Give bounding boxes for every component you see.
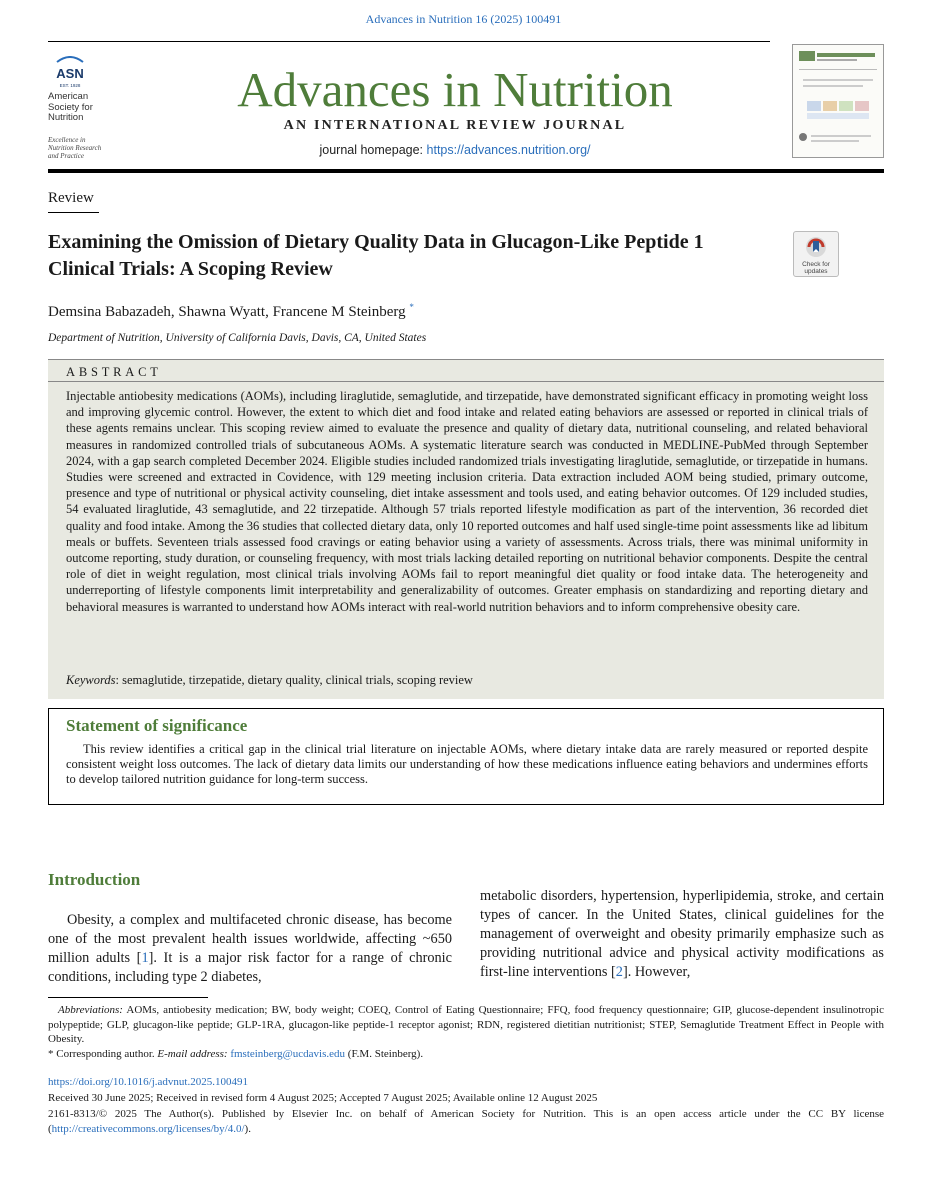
asn-logo [48,52,128,162]
journal-homepage [210,143,700,157]
asn-mark-text: ASN [56,66,84,81]
abstract-text: Injectable antiobesity medications (AOMs), including liraglutide, semaglutide, and tirzepatide, have demonstrated significant efficacy in promoting weight loss and improving glycemic control. However, the extent to which diet and food intake and related eating behaviors are assessed or reported in clinical trials of these agents remains unclear. This scoping review aimed to evaluate the presence and quality of dietary data, nutritional counseling, and related behavioral measures in randomized controlled trials of subcutaneous AOMs. A systematic literature search was conducted in MEDLINE-PubMed through September 2024, with a gap search completed December 2024. Eligible studies included randomized trials investigating liraglutide, semaglutide, or tirzepatide in humans. Studies were screened and extracted in Covidence, with 129 meeting inclusion criteria. Data extraction included AOM being studied, primary outcome, presence and type of nutritional or physical activity counseling, diet intake assessment and tools used, and eating behavior outcomes. Of 129 included studies, 54 evaluated liraglutide, 43 semaglutide, and 22 tirzepatide. Although 57 trials reported lifestyle modification as part of the intervention, 36 recorded diet quality and food intake. Among the 36 studies that collected dietary data, only 10 reported outcomes and half used single-time point assessments like ad libitum meals or buffets. Seventeen trials assessed food cravings or eating behavior using a variety of assessments. Across trials, there was minimal uniformity in outcome reporting, study duration, or counseling frequency, with most trials lacking detailed reporting on nutritional behavior components. Despite the central role of diet in weight regulation, most clinical trials involving AOMs fail to report meaningful diet quality or food intake data. The heterogeneity and underreporting of lifestyle components limit interpretability and generalizability of outcomes. Greater emphasis on standardizing and reporting dietary and behavioral measures is warranted to understand how AOMs interact with real-world nutrition behaviors and to inform comprehensive obesity care. [66,389,868,614]
affiliation: Department of Nutrition, University of California Davis, Davis, CA, United States [48,332,427,344]
corresponding-mark: * [48,1048,54,1060]
body-text: ]. However, [622,964,691,980]
doi-link[interactable]: https://doi.org/10.1016/j.advnut.2025.100491 [48,1076,248,1088]
license-statement [48,1107,884,1136]
abbreviations-text: AOMs, antiobesity medication; BW, body weight; COEQ, Control of Eating Questionnaire; FFQ, food frequency questionnaire; GIP, glucose-dependent insulinotropic polypeptide; GLP, glucagon-like peptide; GLP-1RA, glucagon-like peptide-1 receptor agonist; RDN, registered dietitian nutritionist; STEP, Semaglutide Treatment Effect in People with Obesity. [48,1004,884,1045]
cover-image [793,45,883,157]
article-title: Examining the Omission of Dietary Quality Data in Glucagon-Like Peptide 1 Clinical Trials: A Scoping Review [48,231,704,280]
running-header[interactable]: Advances in Nutrition 16 (2025) 100491 [365,12,562,26]
corresponding-author-footnote [48,1048,884,1060]
article-dates: Received 30 June 2025; Received in revised form 4 August 2025; Accepted 7 August 2025; Available online 12 August 2025 [48,1092,598,1104]
body-column-left [48,911,452,987]
abstract-heading: ABSTRACT [66,365,162,379]
significance-heading: Statement of significance [66,716,248,735]
asn-est-text: EST. 1928 [59,83,81,88]
check-updates-label: Check for updates [802,261,830,275]
author-email-link[interactable]: fmsteinberg@ucdavis.edu [230,1048,346,1060]
abbreviations-footnote [48,1003,884,1047]
asn-tagline-line: Excellence in [48,136,86,144]
keywords-label: Keywords [66,673,116,687]
asn-name [48,92,128,124]
article-type: Review [48,190,94,206]
homepage-link[interactable]: https://advances.nutrition.org/ [426,143,591,157]
license-end: ). [244,1122,251,1135]
reference-link-1[interactable]: 1 [141,950,149,966]
email-label: E-mail address: [157,1048,228,1060]
journal-cover-thumbnail[interactable] [792,44,884,158]
abstract-divider [48,381,884,382]
significance-text: This review identifies a critical gap in the clinical trial literature on injectable AOMs, where dietary intake data are rarely measured or reported despite consistent weight loss outcomes. The lack of dietary data limits our understanding of how these medications influence eating behaviors and undermines efforts to develop tailored nutrition guidance for long-term success. [66,742,868,787]
asn-name-line: Society for [48,101,93,113]
authors-text: Demsina Babazadeh, Shawna Wyatt, Francene M Steinberg [48,304,406,320]
author-list [48,302,414,321]
check-for-updates-button[interactable] [793,231,839,277]
corresponding-suffix: (F.M. Steinberg). [345,1048,424,1060]
header-rule [48,41,770,42]
license-link[interactable]: http://creativecommons.org/licenses/by/4.0/ [51,1122,245,1135]
abbreviations-label: Abbreviations: [58,1004,123,1016]
corresponding-author-mark[interactable]: * [409,302,414,312]
asn-name-line: American [48,91,89,102]
masthead-rule [48,169,884,173]
body-text: metabolic disorders, hypertension, hyperlipidemia, stroke, and certain types of cancer. In the United States, clinical guidelines for the management of overweight and obesity primarily emphasize such as providing nutritional advice and physical activity modifications as first-line interventions [ [480,888,884,980]
asn-logo-mark-icon [54,56,86,90]
article-type-underline [48,212,99,213]
homepage-label: journal homepage: [319,143,427,157]
asn-tagline-line: Nutrition Research [48,144,102,152]
keywords [66,673,868,688]
asn-name-line: Nutrition [48,112,84,123]
introduction-heading: Introduction [48,870,141,889]
body-column-right [480,887,884,982]
reference-link-2[interactable]: 2 [615,964,623,980]
asn-tagline [48,136,128,160]
footnote-rule [48,997,208,998]
journal-subtitle: AN INTERNATIONAL REVIEW JOURNAL [283,118,627,133]
journal-title: Advances in Nutrition [237,62,673,117]
body-text: Obesity, a complex and multifaceted chronic disease, has become one of the most prevalent health issues worldwide, affecting ~650 million adults [ [48,912,452,966]
asn-tagline-line: and Practice [48,152,84,160]
body-text: ]. It is a major risk factor for a range of chronic conditions, including type 2 diabetes, [48,950,452,985]
corresponding-label: Corresponding author. [53,1048,158,1060]
license-text: 2161-8313/© 2025 The Author(s). Published by Elsevier Inc. on behalf of American Society for Nutrition. This is an open access article under the CC BY license ( [48,1108,884,1135]
keywords-list: : semaglutide, tirzepatide, dietary quality, clinical trials, scoping review [115,673,473,687]
